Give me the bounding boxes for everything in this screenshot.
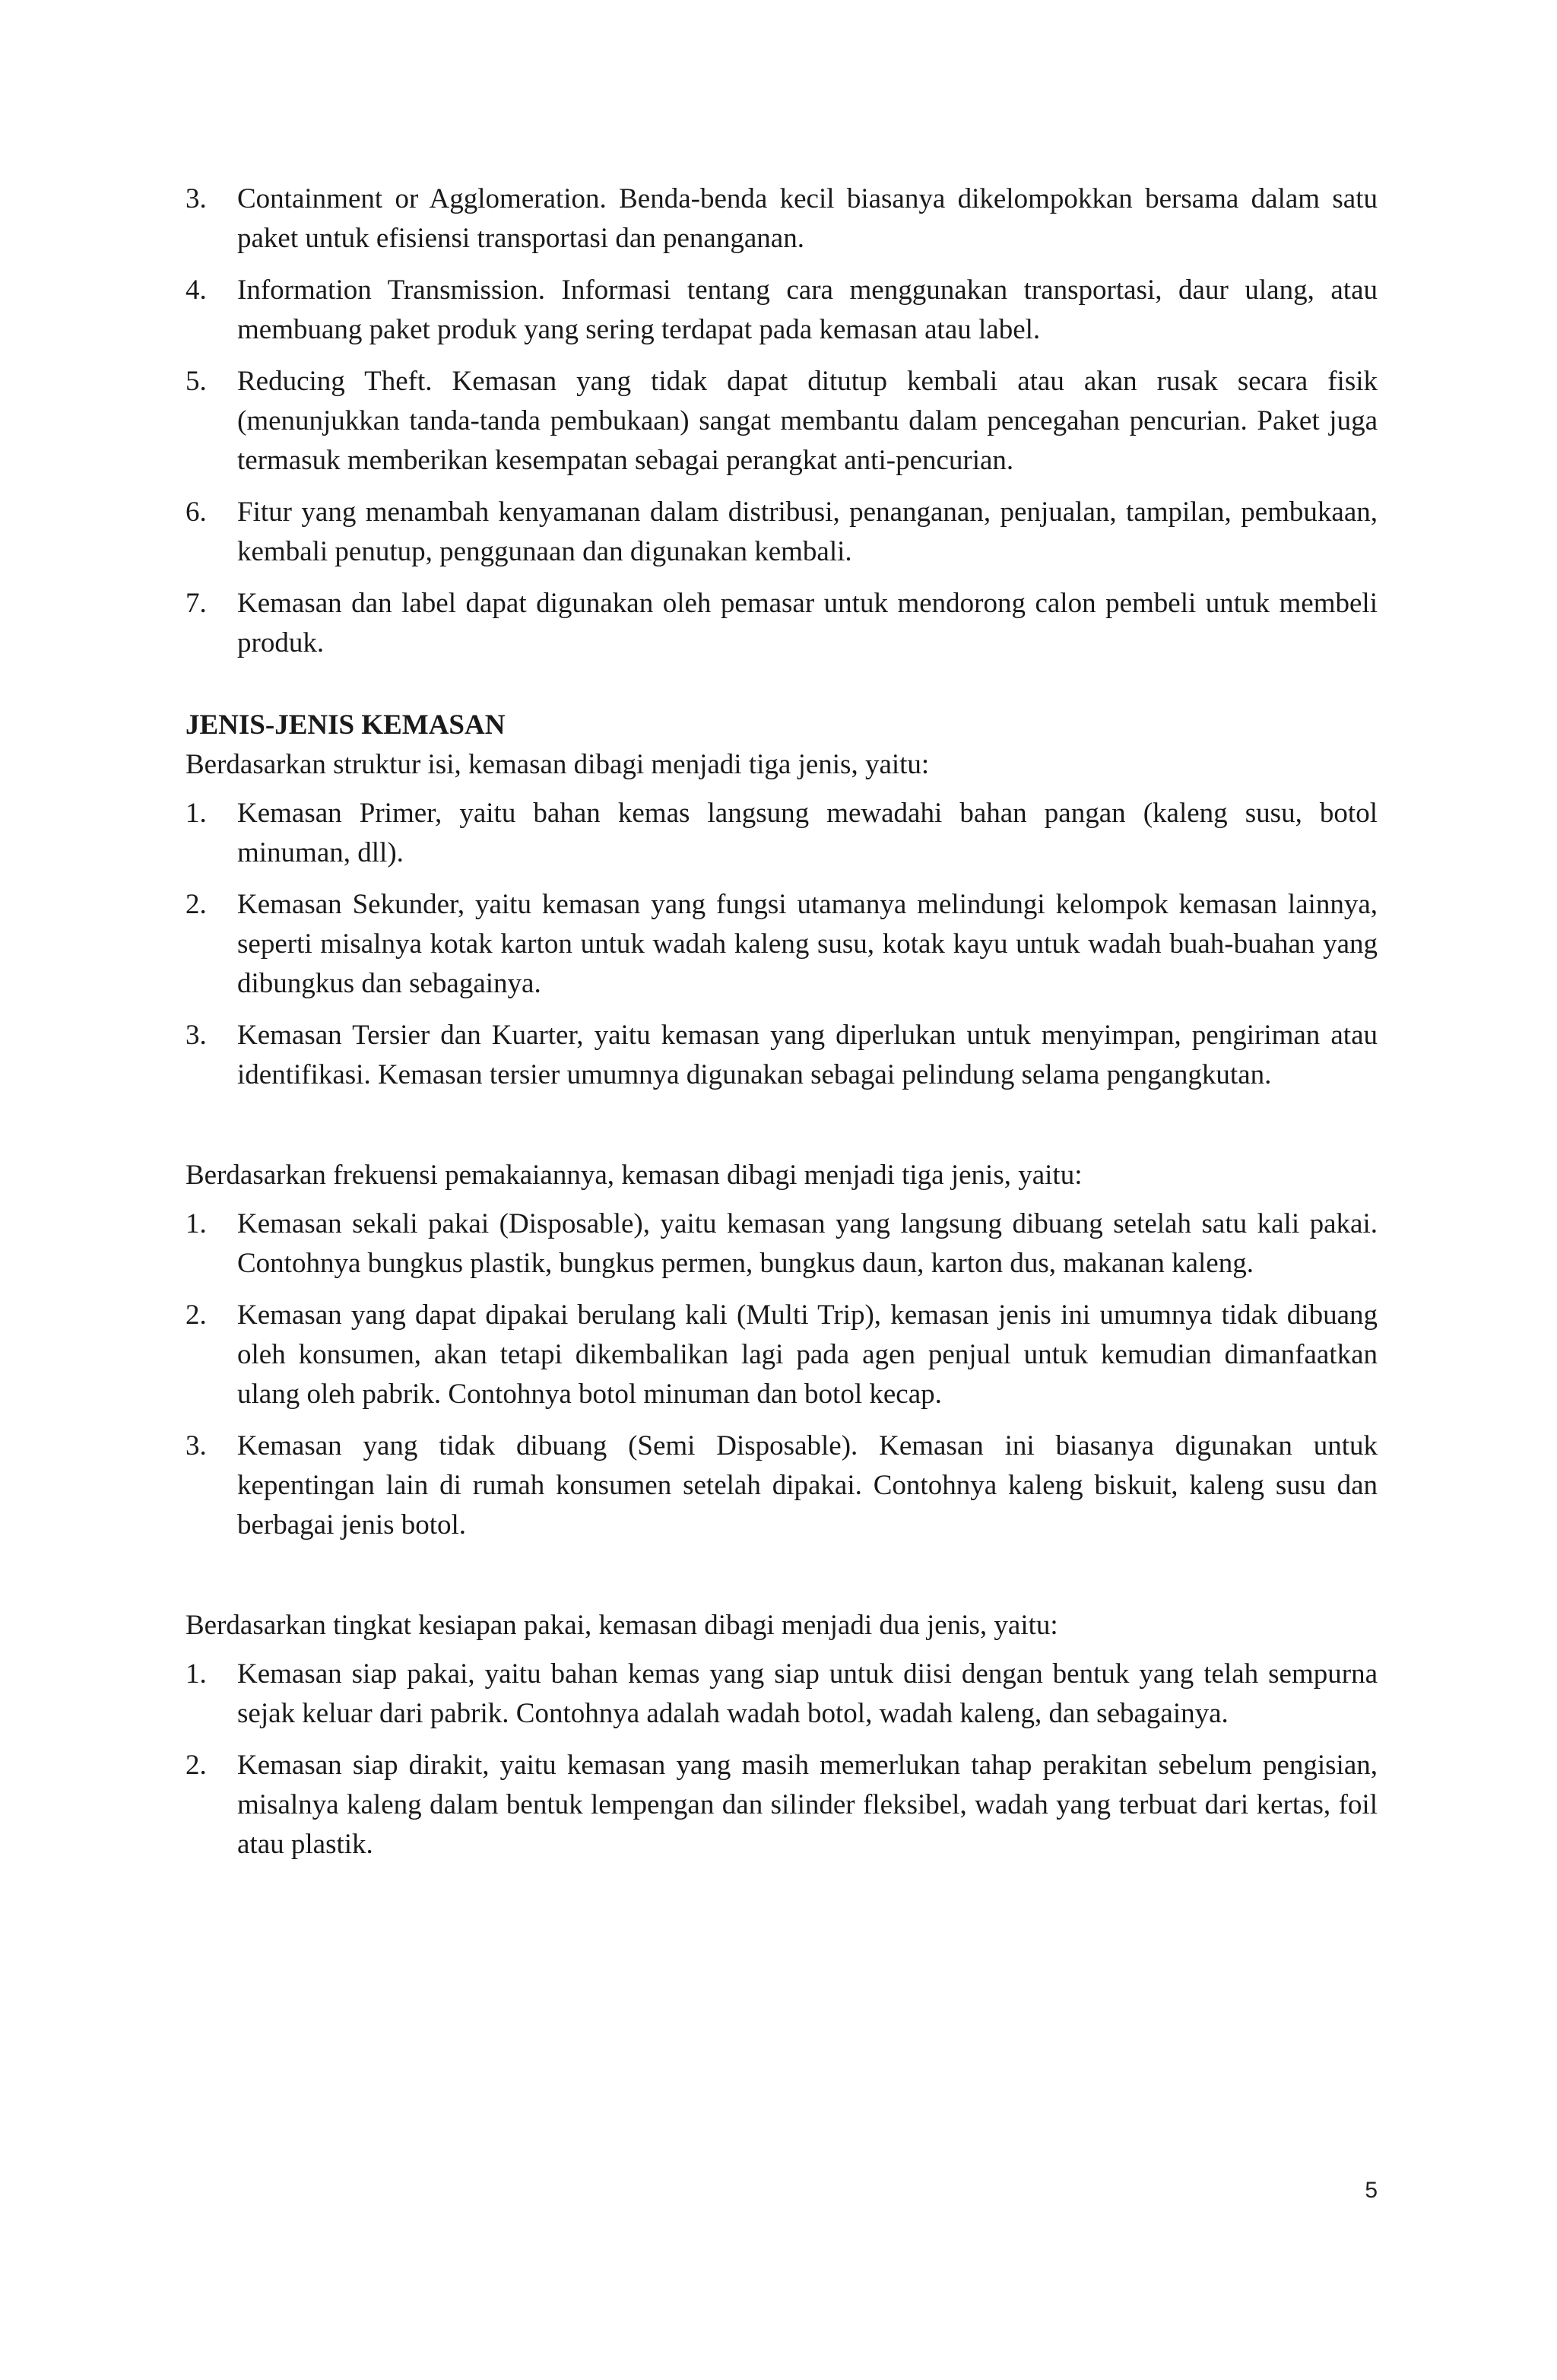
list-number: 7. xyxy=(186,588,207,619)
list-text: Kemasan sekali pakai (Disposable), yaitu kemasan yang langsung dibuang setelah satu kali pakai. Contohnya bungkus plastik, bungkus permen, bungkus daun, karton dus, makanan kaleng. xyxy=(237,1208,1378,1279)
page-number: 5 xyxy=(1365,2178,1378,2203)
packaging-functions-list xyxy=(186,179,1378,663)
list-item xyxy=(186,1655,1378,1734)
list-number: 2. xyxy=(186,1750,207,1781)
list-number: 2. xyxy=(186,1299,207,1331)
list-item xyxy=(186,179,1378,259)
list-text: Kemasan yang dapat dipakai berulang kali (Multi Trip), kemasan jenis ini umumnya tidak dibuang oleh konsumen, akan tetapi dikembalikan lagi pada agen penjual untuk kemudian dimanfaatkan ulang oleh pabrik. Contohnya botol minuman dan botol kecap. xyxy=(237,1299,1378,1410)
readiness-list xyxy=(186,1655,1378,1864)
list-number: 2. xyxy=(186,889,207,920)
list-number: 3. xyxy=(186,1430,207,1461)
list-text: Reducing Theft. Kemasan yang tidak dapat ditutup kembali atau akan rusak secara fisik (menunjukkan tanda-tanda pembukaan) sangat membantu dalam pencegahan pencurian. Paket juga termasuk memberikan kesempatan sebagai perangkat anti-pencurian. xyxy=(237,366,1378,476)
list-text: Kemasan yang tidak dibuang (Semi Disposable). Kemasan ini biasanya digunakan untuk kepentingan lain di rumah konsumen setelah dipakai. Contohnya kaleng biskuit, kaleng susu dan berbagai jenis botol. xyxy=(237,1430,1378,1541)
list-item xyxy=(186,1016,1378,1095)
readiness-intro: Berdasarkan tingkat kesiapan pakai, kemasan dibagi menjadi dua jenis, yaitu: xyxy=(186,1610,1058,1641)
list-text: Information Transmission. Informasi tentang cara menggunakan transportasi, daur ulang, atau membuang paket produk yang sering terdapat pada kemasan atau label. xyxy=(237,274,1378,345)
frequency-intro: Berdasarkan frekuensi pemakaiannya, kemasan dibagi menjadi tiga jenis, yaitu: xyxy=(186,1160,1083,1191)
list-text: Containment or Agglomeration. Benda-benda kecil biasanya dikelompokkan bersama dalam satu paket untuk efisiensi transportasi dan penanganan. xyxy=(237,183,1378,254)
list-text: Kemasan siap pakai, yaitu bahan kemas yang siap untuk diisi dengan bentuk yang telah sempurna sejak keluar dari pabrik. Contohnya adalah wadah botol, wadah kaleng, dan sebagainya. xyxy=(237,1658,1378,1729)
list-item xyxy=(186,1204,1378,1284)
list-text: Kemasan Primer, yaitu bahan kemas langsung mewadahi bahan pangan (kaleng susu, botol minuman, dll). xyxy=(237,798,1378,868)
list-item xyxy=(186,794,1378,873)
structure-list xyxy=(186,794,1378,1095)
list-item xyxy=(186,493,1378,572)
list-item xyxy=(186,584,1378,663)
list-text: Kemasan siap dirakit, yaitu kemasan yang masih memerlukan tahap perakitan sebelum pengisian, misalnya kaleng dalam bentuk lempengan dan silinder fleksibel, wadah yang terbuat dari kertas, foil atau plastik. xyxy=(237,1750,1378,1860)
list-number: 3. xyxy=(186,183,207,214)
list-item xyxy=(186,1296,1378,1414)
section-heading: JENIS-JENIS KEMASAN xyxy=(186,709,506,741)
structure-intro: Berdasarkan struktur isi, kemasan dibagi menjadi tiga jenis, yaitu: xyxy=(186,749,930,780)
document-page xyxy=(186,179,1378,1877)
frequency-list xyxy=(186,1204,1378,1545)
list-item xyxy=(186,362,1378,481)
list-number: 4. xyxy=(186,274,207,306)
list-number: 1. xyxy=(186,1208,207,1239)
list-text: Kemasan dan label dapat digunakan oleh pemasar untuk mendorong calon pembeli untuk membeli produk. xyxy=(237,588,1378,658)
list-text: Kemasan Sekunder, yaitu kemasan yang fungsi utamanya melindungi kelompok kemasan lainnya, seperti misalnya kotak karton untuk wadah kaleng susu, kotak kayu untuk wadah buah-buahan yang dibungkus dan sebagainya. xyxy=(237,889,1378,999)
list-text: Fitur yang menambah kenyamanan dalam distribusi, penanganan, penjualan, tampilan, pembukaan, kembali penutup, penggunaan dan digunakan kembali. xyxy=(237,497,1378,567)
list-item xyxy=(186,1746,1378,1864)
list-item xyxy=(186,885,1378,1004)
list-item xyxy=(186,271,1378,350)
list-number: 6. xyxy=(186,497,207,528)
list-number: 1. xyxy=(186,798,207,829)
list-item xyxy=(186,1426,1378,1545)
list-number: 5. xyxy=(186,366,207,397)
list-number: 1. xyxy=(186,1658,207,1690)
list-number: 3. xyxy=(186,1020,207,1051)
list-text: Kemasan Tersier dan Kuarter, yaitu kemasan yang diperlukan untuk menyimpan, pengiriman atau identifikasi. Kemasan tersier umumnya digunakan sebagai pelindung selama pengangkutan. xyxy=(237,1020,1378,1090)
